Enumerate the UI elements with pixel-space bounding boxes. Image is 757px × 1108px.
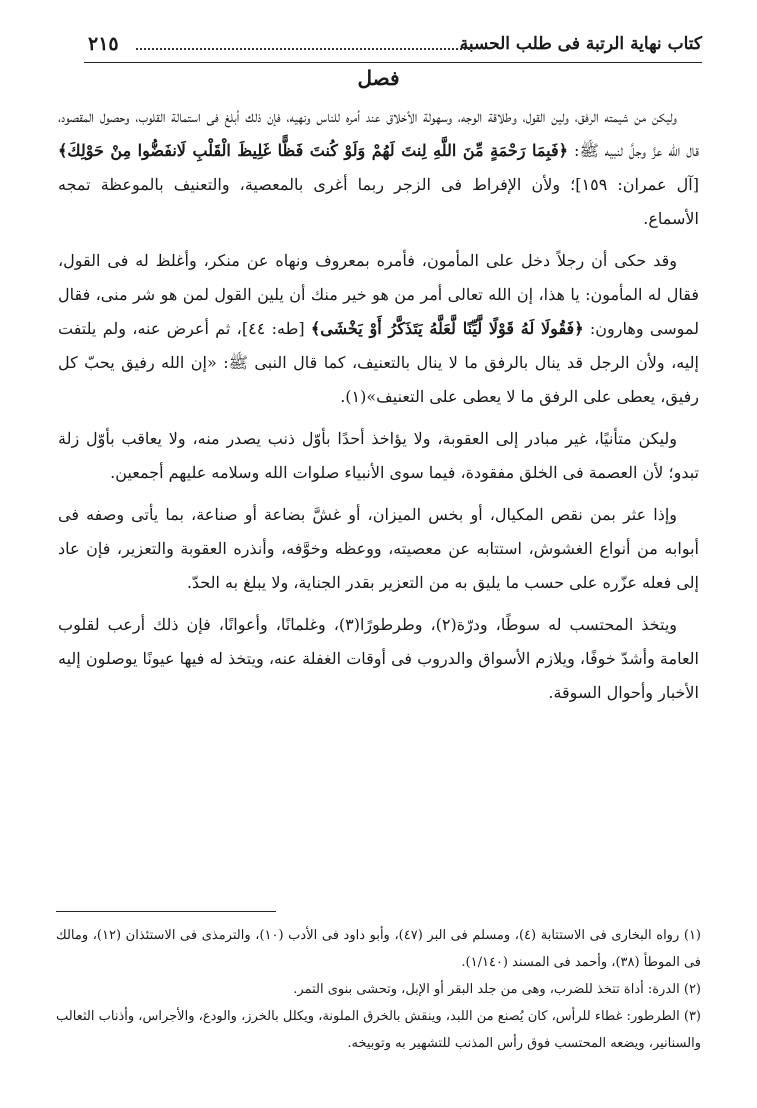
paragraph-2 (58, 244, 699, 414)
header-dot-leader (136, 48, 470, 50)
body-text (58, 100, 699, 718)
quran-verse-1: ﴿فَبِمَا رَحْمَةٍ مِّنَ اللَّهِ لِنتَ لَهُمْ وَلَوْ كُنتَ فَظًّا غَلِيظَ الْقَلْبِ لَانفَضُّوا مِنْ حَوْلِكَ﴾ (58, 141, 569, 160)
footnote-1: (١) رواه البخارى فى الاستتابة (٤)، ومسلم فى البر (٤٧)، وأبو داود فى الأدب (١٠)، والترمذى فى الاستئذان (١٢)، ومالك فى الموطأ (٣٨)، وأحمد فى المسند (١/١٤٠). (56, 928, 701, 970)
paragraph-3: وليكن متأنيًا، غير مبادر إلى العقوبة، ولا يؤاخذ أحدًا بأوّل ذنب يصدر منه، ولا يعاقب بأوّل زلة تبدو؛ لأن العصمة فى الخلق مفقودة، فيما سوى الأنبياء صلوات الله وسلامه عليهم أجمعين. (58, 429, 699, 482)
paragraph-2-text: وقد حكى أن رجلاً دخل على المأمون، فأمره بمعروف ونهاه عن منكر، وأغلظ له فى القول، فقال له المأمون: يا هذا، إن الله تعالى أمر من هو خير منك أن يلين القول لمن هو شر منى، فقال لموسى وهارون: (58, 251, 700, 338)
paragraph-1 (58, 100, 699, 236)
footnotes (56, 922, 701, 1057)
footnote-3: (٣) الطرطور: غطاء للرأس، كان يُصنع من اللبد، وينقش بالخرق الملونة، ويكلل بالخرز، والودع، والأجراس، وأذناب الثعالب والسنانير، ويضعه المحتسب فوق رأس المذنب للتشهير به وتوبيخه. (56, 1009, 701, 1051)
paragraph-4: وإذا عثر بمن نقص المكيال، أو بخس الميزان، أو غشَّ بضاعة أو صناعة، بما يأتى وصفه فى أبوابه من أنواع الغشوش، استتابه عن معصيته، ووعظه وخوَّفه، وأنذره العقوبة والتعزير، فإن عاد إلى فعله عزّره على حسب ما يليق به من التعزير بقدر الجناية، ولا يبلغ به الحدّ. (58, 505, 699, 592)
section-title: فصل (357, 66, 400, 90)
footnote-separator (56, 911, 276, 912)
page-number: ٢١٥ (88, 33, 119, 55)
paragraph-1-citation: [آل عمران: ١٥٩]؛ ولأن الإفراط فى الزجر ربما أغرى بالمعصية، والتعنيف بالموعظة تمجه الأسماع. (58, 175, 699, 228)
header-book-title: كتاب نهاية الرتبة فى طلب الحسبة (459, 34, 702, 54)
paragraph-1-text: وليكن من شيمته الرفق، ولين القول، وطلاقة الوجه، وسهولة الأخلاق عند أمره للناس ونهيه، فإن ذلك أبلغ فى استمالة القلوب، وحصول المقصود، قال الله عزَّ وجلَّ لنبيه ﷺ: (58, 107, 699, 160)
quran-verse-2: ﴿فَقُولَا لَهُ قَوْلًا لَّيِّنًا لَّعَلَّهُ يَتَذَكَّرُ أَوْ يَخْشَى﴾ (310, 319, 584, 338)
footnote-2: (٢) الدرة: أداة تتخذ للضرب، وهى من جلد البقر أو الإبل، وتحشى بنوى التمر. (293, 982, 701, 997)
paragraph-5: ويتخذ المحتسب له سوطًا، ودرّة(٢)، وطرطورًا(٣)، وغلمانًا، وأعوانًا، فإن ذلك أرعب لقلوب العامة وأشدّ خوفًا، ويلازم الأسواق والدروب فى أوقات الغفلة عنه، ويتخذ له فيها عيونًا يوصلون إليه الأخبار وأحوال السوقة. (58, 615, 699, 702)
paragraph-2-citation: [طه: ٤٤]، ثم أعرض عنه، ولم يلتفت إليه، ولأن الرجل قد ينال بالرفق ما لا ينال بالتعنيف، كما قال النبى ﷺ: «إن الله رفيق يحبّ كل رفيق، يعطى على الرفق ما لا يعطى على التعنيف»(١). (58, 319, 700, 406)
running-header (84, 30, 702, 63)
